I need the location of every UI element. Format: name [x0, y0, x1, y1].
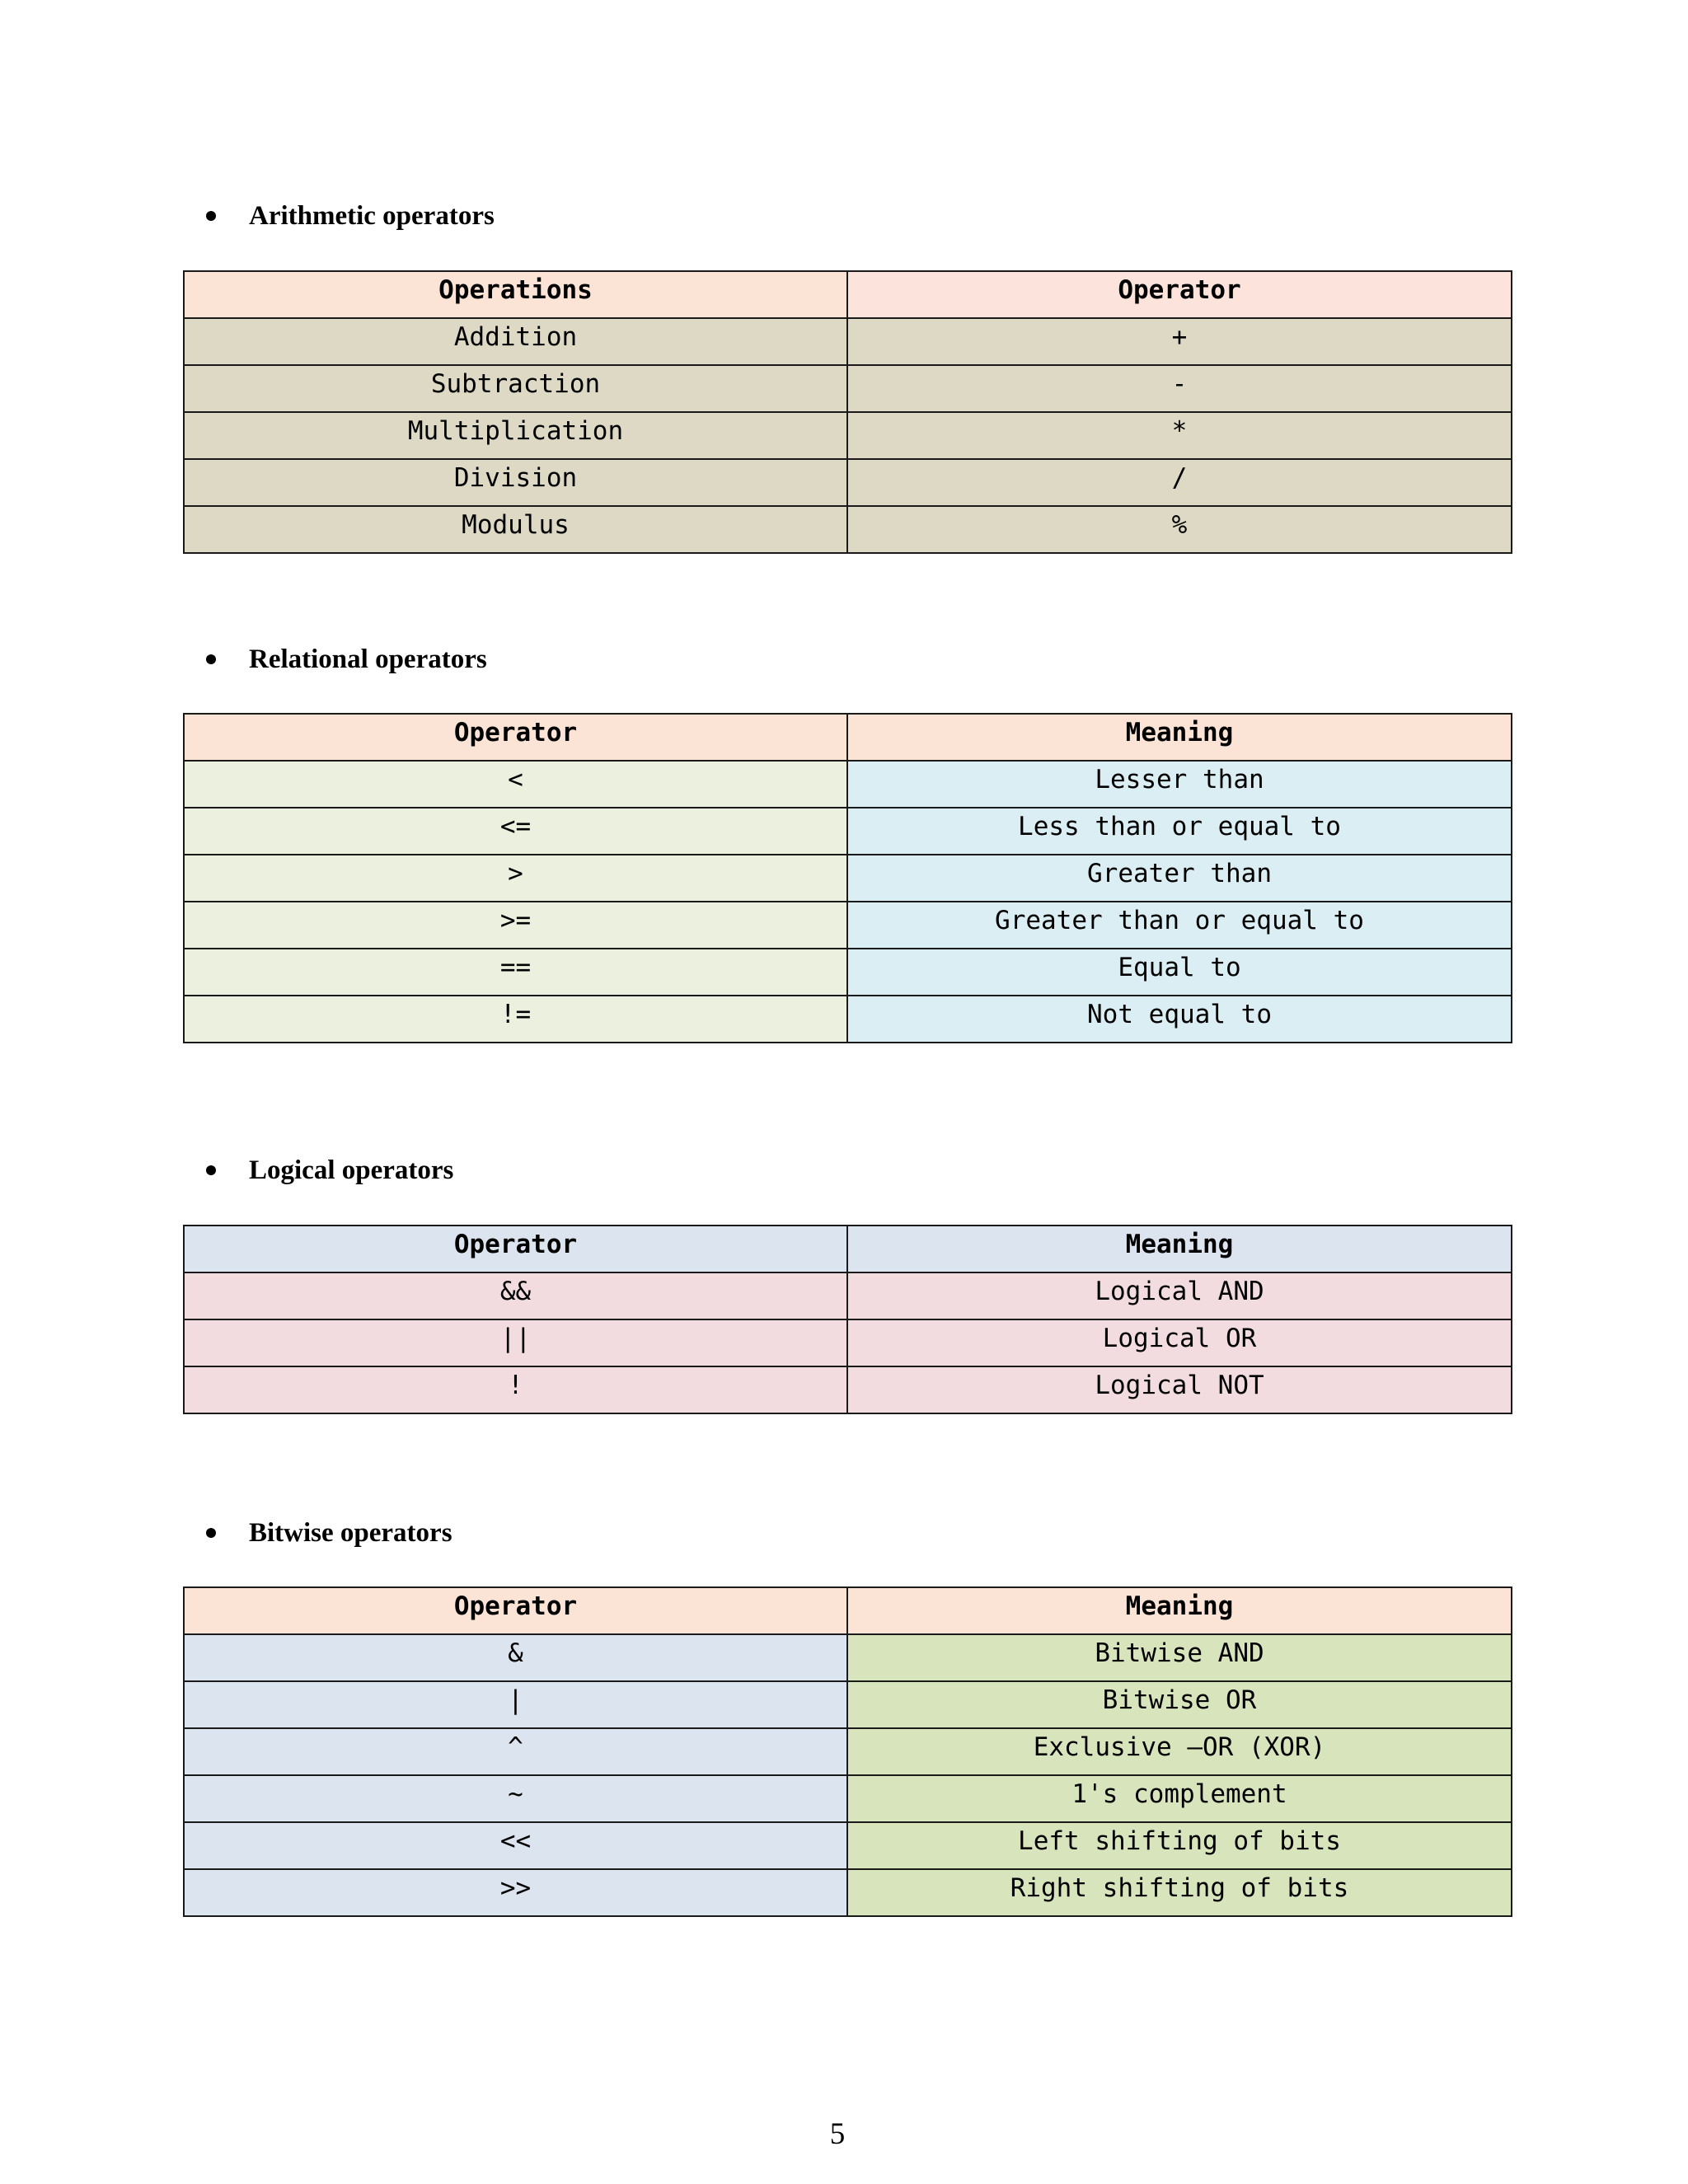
cell-right: +: [847, 318, 1512, 365]
cell-left: <=: [184, 808, 847, 855]
cell-right: Lesser than: [847, 761, 1512, 808]
table-row: [184, 459, 1512, 506]
table-row: [184, 1319, 1512, 1366]
table-header-row: [184, 271, 1512, 318]
cell-left: ==: [184, 949, 847, 996]
cell-left: Addition: [184, 318, 847, 365]
column-header: Meaning: [847, 714, 1512, 761]
page-number: 5: [829, 2117, 846, 2151]
cell-right: Left shifting of bits: [847, 1822, 1512, 1869]
cell-left: !=: [184, 996, 847, 1043]
table-row: [184, 808, 1512, 855]
table-row: [184, 761, 1512, 808]
table-row: [184, 949, 1512, 996]
relational-operators-table: [183, 713, 1512, 1043]
table-row: [184, 1728, 1512, 1775]
table-row: [184, 1869, 1512, 1916]
cell-left: Modulus: [184, 506, 847, 553]
cell-right: Equal to: [847, 949, 1512, 996]
column-header: Operations: [184, 271, 847, 318]
logical-operators-table: [183, 1225, 1512, 1414]
section-heading-text: Bitwise operators: [249, 1517, 452, 1548]
cell-left: Multiplication: [184, 412, 847, 459]
cell-left: >: [184, 855, 847, 902]
section-heading-bitwise: [249, 1515, 452, 1551]
table-row: [184, 412, 1512, 459]
cell-right: Greater than: [847, 855, 1512, 902]
bullet-icon: [206, 1165, 216, 1175]
bullet-icon: [206, 1528, 216, 1538]
cell-right: Exclusive –OR (XOR): [847, 1728, 1512, 1775]
section-heading-arithmetic: [249, 198, 495, 234]
cell-left: Division: [184, 459, 847, 506]
cell-right: Greater than or equal to: [847, 902, 1512, 949]
cell-left: Subtraction: [184, 365, 847, 412]
table-row: [184, 1272, 1512, 1319]
table-header-row: [184, 1226, 1512, 1272]
cell-left: |: [184, 1681, 847, 1728]
cell-left: &&: [184, 1272, 847, 1319]
bitwise-operators-table: [183, 1586, 1512, 1917]
cell-left: ^: [184, 1728, 847, 1775]
cell-right: Logical AND: [847, 1272, 1512, 1319]
section-heading-logical: [249, 1152, 453, 1188]
table-row: [184, 318, 1512, 365]
table-header-row: [184, 1587, 1512, 1634]
table-row: [184, 1822, 1512, 1869]
table-row: [184, 506, 1512, 553]
bullet-icon: [206, 211, 216, 221]
cell-right: /: [847, 459, 1512, 506]
section-heading-text: Relational operators: [249, 644, 487, 674]
cell-right: Logical OR: [847, 1319, 1512, 1366]
bullet-icon: [206, 654, 216, 664]
cell-left: &: [184, 1634, 847, 1681]
cell-right: -: [847, 365, 1512, 412]
section-heading-text: Logical operators: [249, 1155, 454, 1185]
cell-right: *: [847, 412, 1512, 459]
table-row: [184, 996, 1512, 1043]
table-row: [184, 855, 1512, 902]
column-header: Meaning: [847, 1587, 1512, 1634]
cell-right: Right shifting of bits: [847, 1869, 1512, 1916]
cell-right: Less than or equal to: [847, 808, 1512, 855]
table-row: [184, 1366, 1512, 1413]
cell-right: Bitwise AND: [847, 1634, 1512, 1681]
cell-left: ||: [184, 1319, 847, 1366]
cell-left: >=: [184, 902, 847, 949]
table-row: [184, 1775, 1512, 1822]
cell-right: Bitwise OR: [847, 1681, 1512, 1728]
section-heading-text: Arithmetic operators: [249, 200, 495, 231]
cell-right: %: [847, 506, 1512, 553]
section-heading-relational: [249, 641, 487, 677]
table-header-row: [184, 714, 1512, 761]
column-header: Operator: [184, 1587, 847, 1634]
column-header: Operator: [184, 1226, 847, 1272]
cell-left: >>: [184, 1869, 847, 1916]
column-header: Operator: [847, 271, 1512, 318]
cell-left: !: [184, 1366, 847, 1413]
table-row: [184, 365, 1512, 412]
cell-right: 1's complement: [847, 1775, 1512, 1822]
cell-left: ~: [184, 1775, 847, 1822]
table-row: [184, 1634, 1512, 1681]
table-row: [184, 902, 1512, 949]
cell-left: <: [184, 761, 847, 808]
cell-left: <<: [184, 1822, 847, 1869]
arithmetic-operators-table: [183, 270, 1512, 554]
table-row: [184, 1681, 1512, 1728]
column-header: Meaning: [847, 1226, 1512, 1272]
cell-right: Logical NOT: [847, 1366, 1512, 1413]
column-header: Operator: [184, 714, 847, 761]
cell-right: Not equal to: [847, 996, 1512, 1043]
